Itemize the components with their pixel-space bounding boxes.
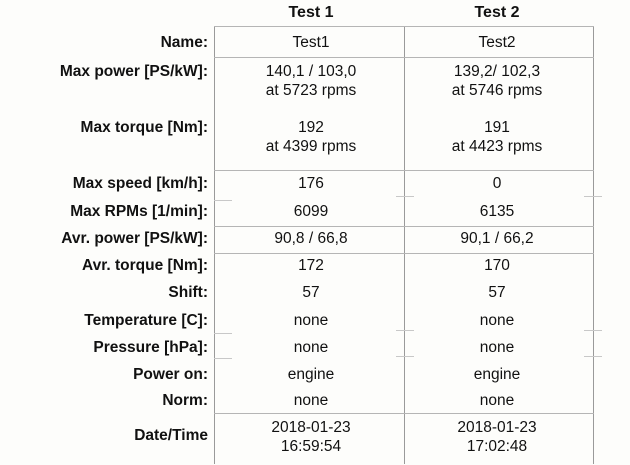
- row-label: Pressure [hPa]:: [93, 339, 208, 356]
- row-label: Power on:: [133, 366, 208, 383]
- test2-value: 0: [492, 175, 502, 192]
- cell-border-mark: [396, 330, 414, 331]
- test2-value: none: [479, 339, 515, 356]
- test2-value: 57: [488, 284, 506, 301]
- test1-value: 176: [298, 175, 324, 192]
- header-row: [0, 4, 630, 24]
- cell-border-mark: [584, 196, 602, 197]
- row-label: Norm:: [162, 392, 208, 409]
- column-header-test2: Test 2: [474, 4, 520, 21]
- test1-value: 140,1 / 103,0 at 5723 rpms: [265, 63, 357, 99]
- row-label: Date/Time: [134, 427, 208, 444]
- grid-line-horizontal: [214, 57, 594, 58]
- test2-value: Test2: [478, 34, 516, 51]
- cell-border-mark: [214, 200, 232, 201]
- grid-line-horizontal: [214, 26, 594, 27]
- grid-line-horizontal: [214, 413, 594, 414]
- test2-value: 90,1 / 66,2: [460, 230, 534, 247]
- grid-line-horizontal: [214, 226, 594, 227]
- grid-line-vertical: [214, 26, 215, 464]
- test2-value: 2018-01-23 17:02:48: [457, 419, 537, 455]
- test2-value: engine: [473, 366, 521, 383]
- row-label: Temperature [C]:: [84, 312, 208, 329]
- test1-value: 57: [302, 284, 320, 301]
- column-header-test1: Test 1: [288, 4, 334, 21]
- test1-value: none: [293, 312, 329, 329]
- test1-value: none: [293, 339, 329, 356]
- test2-value: 191 at 4423 rpms: [451, 119, 543, 155]
- cell-border-mark: [214, 333, 232, 334]
- row-label: Max power [PS/kW]:: [59, 63, 208, 80]
- test1-value: 172: [298, 257, 324, 274]
- test1-value: engine: [287, 366, 335, 383]
- row-label: Max speed [km/h]:: [72, 175, 208, 192]
- row-label: Avr. power [PS/kW]:: [61, 230, 208, 247]
- cell-border-mark: [584, 330, 602, 331]
- row-label: Avr. torque [Nm]:: [81, 257, 208, 274]
- test2-value: 6135: [479, 203, 515, 220]
- test2-value: 170: [484, 257, 510, 274]
- test2-value: 139,2/ 102,3 at 5746 rpms: [451, 63, 543, 99]
- row-label: Max RPMs [1/min]:: [70, 203, 208, 220]
- test1-value: Test1: [292, 34, 330, 51]
- cell-border-mark: [214, 358, 232, 359]
- row-label: Shift:: [168, 284, 208, 301]
- test1-value: 6099: [293, 203, 329, 220]
- row-label: Name:: [160, 34, 208, 51]
- grid-line-vertical: [593, 26, 594, 464]
- test1-value: 2018-01-23 16:59:54: [271, 419, 351, 455]
- test2-value: none: [479, 312, 515, 329]
- test1-value: none: [293, 392, 329, 409]
- test1-value: 192 at 4399 rpms: [265, 119, 357, 155]
- test2-value: none: [479, 392, 515, 409]
- row-label: Max torque [Nm]:: [80, 119, 208, 136]
- grid-line-horizontal: [214, 253, 594, 254]
- cell-border-mark: [396, 196, 414, 197]
- test1-value: 90,8 / 66,8: [274, 230, 348, 247]
- grid-line-horizontal: [214, 170, 594, 171]
